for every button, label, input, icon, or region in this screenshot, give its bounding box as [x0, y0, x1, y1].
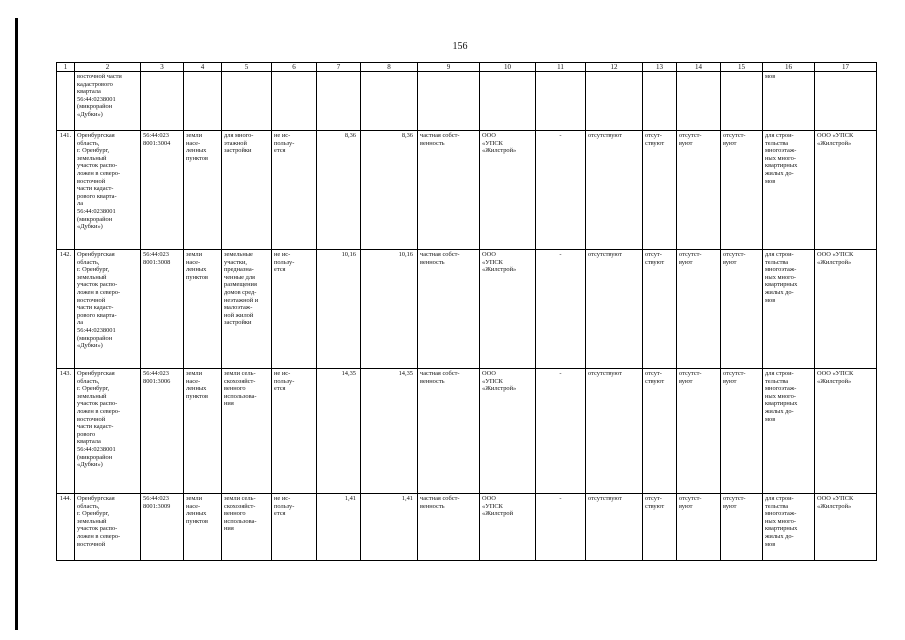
cell-ownership: частная собст- венность	[418, 131, 480, 250]
table-row	[57, 494, 877, 561]
table-row	[57, 131, 877, 250]
cell-usage: не ис- пользу- ется	[272, 131, 317, 250]
cell-col15: отсутст- вуют	[721, 131, 763, 250]
column-number-7: 7	[317, 63, 361, 72]
column-number-12: 12	[586, 63, 643, 72]
column-number-13: 13	[643, 63, 677, 72]
cell-area1: 14,35	[317, 369, 361, 494]
cell-cadastral: 56:44:023 8001:3004	[141, 131, 184, 250]
column-number-4: 4	[184, 63, 222, 72]
cell-ownership: частная собст- венность	[418, 369, 480, 494]
cell-permitted-use: земельные участки, предназна- ченные для размещения домов сред- неэтажной и малоэтаж- ной жилой застройки	[222, 250, 272, 369]
cell-col13: отсут- ствуют	[643, 250, 677, 369]
cell-area2: 8,36	[361, 131, 418, 250]
cell-encumbrance: отсутствуют	[586, 250, 643, 369]
cell-col13	[643, 72, 677, 131]
cell-owner: ООО «УПСК «Жилстрой»	[480, 369, 536, 494]
cell-col11	[536, 72, 586, 131]
cell-num: 144.	[57, 494, 75, 561]
column-number-16: 16	[763, 63, 815, 72]
cell-location: Оренбургская область, г. Оренбург, земельный участок распо- ложен в северо- восточной части кадаст- рового кварта- ла 56:44:0238001 (микрорайон «Дубки»)	[75, 250, 141, 369]
cell-owner: ООО «УПСК «Жилстрой	[480, 494, 536, 561]
land-plots-table	[56, 62, 877, 561]
column-number-8: 8	[361, 63, 418, 72]
cell-owner: ООО «УПСК «Жилстрой»	[480, 131, 536, 250]
cell-encumbrance	[586, 72, 643, 131]
cell-encumbrance: отсутствуют	[586, 369, 643, 494]
cell-num	[57, 72, 75, 131]
cell-area2: 10,16	[361, 250, 418, 369]
cell-col15: отсутст- вуют	[721, 494, 763, 561]
cell-area1: 10,16	[317, 250, 361, 369]
column-number-3: 3	[141, 63, 184, 72]
cell-permitted-use	[222, 72, 272, 131]
cell-encumbrance: отсутствуют	[586, 131, 643, 250]
cell-user: ООО «УПСК «Жилстрой»	[815, 250, 877, 369]
cell-col11: -	[536, 369, 586, 494]
cell-category: земли насе- ленных пунктов	[184, 494, 222, 561]
cell-purpose: для строи- тельства многоэтаж- ных много- квартирных жилых до- мов	[763, 250, 815, 369]
cell-col14	[677, 72, 721, 131]
column-number-17: 17	[815, 63, 877, 72]
cell-location: Оренбургская область, г. Оренбург, земельный участок распо- ложен в северо- восточной части кадаст- рового кварта- ла 56:44:0238001 (микрорайон «Дубки»)	[75, 131, 141, 250]
cell-usage: не ис- пользу- ется	[272, 494, 317, 561]
cell-user	[815, 72, 877, 131]
cell-location: Оренбургская область, г. Оренбург, земельный участок распо- ложен в северо- восточной	[75, 494, 141, 561]
table-row	[57, 250, 877, 369]
cell-col15	[721, 72, 763, 131]
binding-edge-line	[15, 18, 18, 630]
column-number-2: 2	[75, 63, 141, 72]
cell-category: земли насе- ленных пунктов	[184, 369, 222, 494]
cell-num: 141.	[57, 131, 75, 250]
cell-location: восточной части кадастрового квартала 56:44:0238001 (микрорайон «Дубки»)	[75, 72, 141, 131]
cell-area2	[361, 72, 418, 131]
column-number-1: 1	[57, 63, 75, 72]
cell-col11: -	[536, 250, 586, 369]
cell-purpose: для строи- тельства многоэтаж- ных много- квартирных жилых до- мов	[763, 131, 815, 250]
table-row	[57, 369, 877, 494]
cell-purpose: мов	[763, 72, 815, 131]
cell-col13: отсут- ствуют	[643, 369, 677, 494]
cell-col14: отсутст- вуют	[677, 494, 721, 561]
page-number: 156	[452, 41, 468, 52]
cell-cadastral: 56:44:023 8001:3008	[141, 250, 184, 369]
cell-area1	[317, 72, 361, 131]
cell-usage: не ис- пользу- ется	[272, 250, 317, 369]
cell-area2: 1,41	[361, 494, 418, 561]
column-number-6: 6	[272, 63, 317, 72]
cell-usage: не ис- пользу- ется	[272, 369, 317, 494]
cell-col15: отсутст- вуют	[721, 369, 763, 494]
cell-area1: 1,41	[317, 494, 361, 561]
cell-usage	[272, 72, 317, 131]
column-number-15: 15	[721, 63, 763, 72]
cell-num: 142.	[57, 250, 75, 369]
column-number-14: 14	[677, 63, 721, 72]
cell-col13: отсут- ствуют	[643, 131, 677, 250]
column-number-11: 11	[536, 63, 586, 72]
cell-category: земли насе- ленных пунктов	[184, 250, 222, 369]
cell-encumbrance: отсутствуют	[586, 494, 643, 561]
cell-purpose: для строи- тельства многоэтаж- ных много- квартирных жилых до- мов	[763, 369, 815, 494]
column-number-row	[57, 63, 877, 72]
cell-cadastral	[141, 72, 184, 131]
column-number-9: 9	[418, 63, 480, 72]
cell-ownership: частная собст- венность	[418, 250, 480, 369]
continuation-row	[57, 72, 877, 131]
cell-col14: отсутст- вуют	[677, 369, 721, 494]
cell-cadastral: 56:44:023 8001:3006	[141, 369, 184, 494]
cell-permitted-use: земли сель- скохозяйст- венного использова- ния	[222, 494, 272, 561]
cell-permitted-use: для много- этажной застройки	[222, 131, 272, 250]
cell-col15: отсутст- вуют	[721, 250, 763, 369]
cell-ownership	[418, 72, 480, 131]
column-number-5: 5	[222, 63, 272, 72]
cell-area1: 8,36	[317, 131, 361, 250]
cell-col14: отсутст- вуют	[677, 131, 721, 250]
cell-purpose: для строи- тельства многоэтаж- ных много- квартирных жилых до- мов	[763, 494, 815, 561]
cell-owner	[480, 72, 536, 131]
cell-num: 143.	[57, 369, 75, 494]
cell-user: ООО «УПСК «Жилстрой»	[815, 131, 877, 250]
cell-area2: 14,35	[361, 369, 418, 494]
cell-category	[184, 72, 222, 131]
cell-owner: ООО «УПСК «Жилстрой»	[480, 250, 536, 369]
cell-col11: -	[536, 494, 586, 561]
cell-location: Оренбургская область, г. Оренбург, земельный участок распо- ложен в северо- восточной части кадаст- рового квартала 56:44:0238001 (микрорайон «Дубки»)	[75, 369, 141, 494]
cell-col13: отсут- ствуют	[643, 494, 677, 561]
cell-col11: -	[536, 131, 586, 250]
column-number-10: 10	[480, 63, 536, 72]
cell-permitted-use: земли сель- скохозяйст- венного использова- ния	[222, 369, 272, 494]
cell-col14: отсутст- вуют	[677, 250, 721, 369]
cell-user: ООО «УПСК «Жилстрой»	[815, 494, 877, 561]
cell-cadastral: 56:44:023 8001:3009	[141, 494, 184, 561]
cell-ownership: частная собст- венность	[418, 494, 480, 561]
cell-user: ООО «УПСК «Жилстрой»	[815, 369, 877, 494]
cell-category: земли насе- ленных пунктов	[184, 131, 222, 250]
